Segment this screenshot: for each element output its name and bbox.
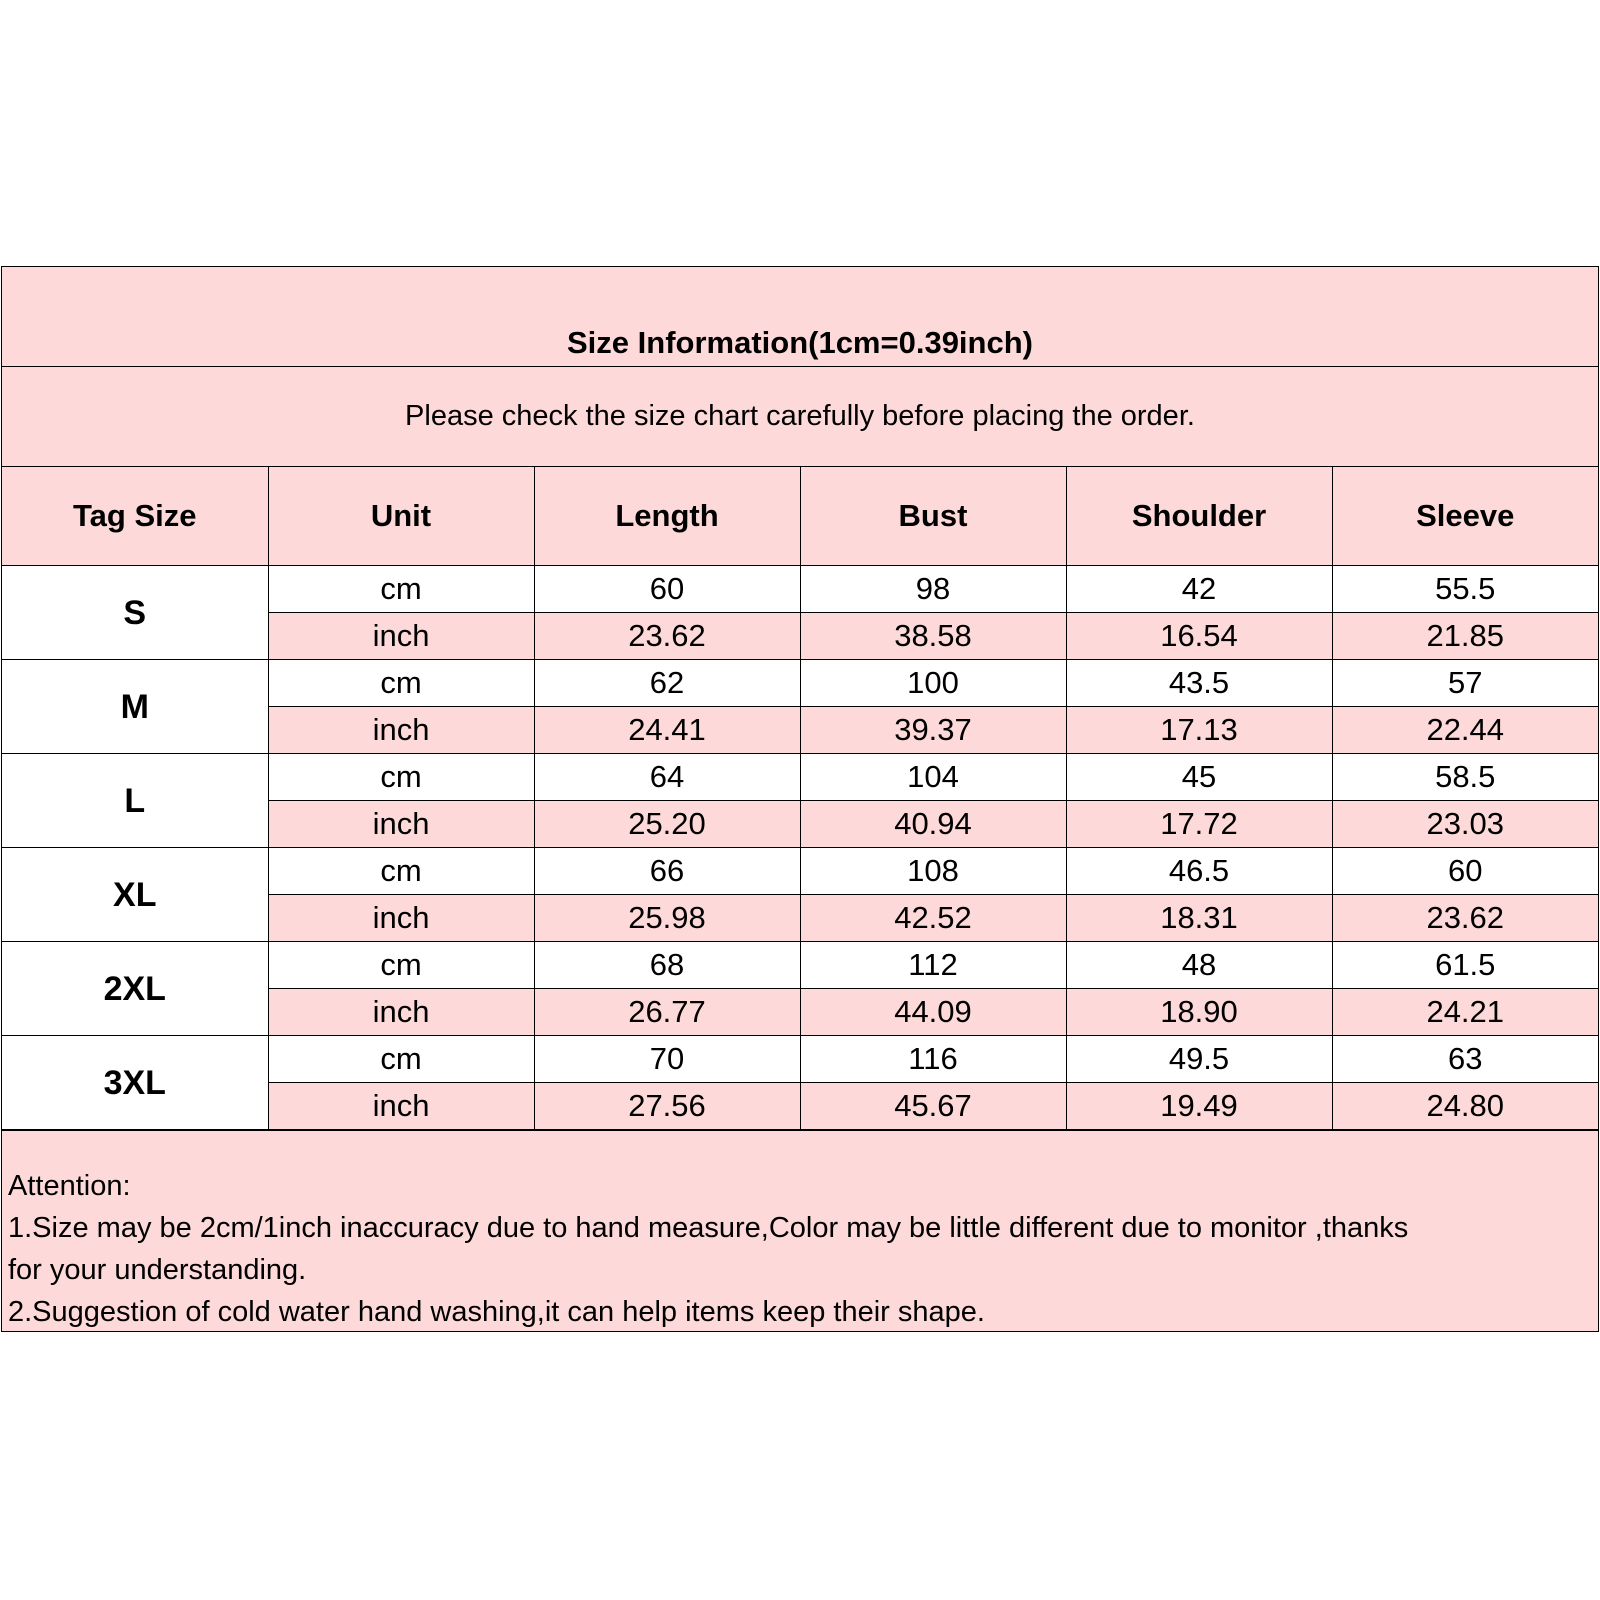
measurement-cell: 68 (534, 942, 800, 989)
unit-cell: inch (268, 1083, 534, 1130)
header-bust: Bust (800, 467, 1066, 566)
measurement-cell: 66 (534, 848, 800, 895)
size-table-body (2, 566, 1598, 1130)
attention-heading: Attention: (8, 1170, 131, 1202)
measurement-cell: 45 (1066, 754, 1332, 801)
tag-size-cell: XL (2, 848, 268, 942)
measurement-cell: 62 (534, 660, 800, 707)
chart-title: Size Information(1cm=0.39inch) (567, 325, 1033, 360)
measurement-cell: 19.49 (1066, 1083, 1332, 1130)
measurement-cell: 26.77 (534, 989, 800, 1036)
tag-size-cell: 2XL (2, 942, 268, 1036)
unit-cell: cm (268, 566, 534, 613)
note-line-1a: 1.Size may be 2cm/1inch inaccuracy due to hand measure,Color may be little different due to monitor ,thanks (8, 1212, 1409, 1244)
measurement-cell: 108 (800, 848, 1066, 895)
size-table (2, 467, 1598, 1130)
measurement-cell: 61.5 (1332, 942, 1598, 989)
tag-size-cell: M (2, 660, 268, 754)
tag-size-cell: 3XL (2, 1036, 268, 1130)
measurement-cell: 49.5 (1066, 1036, 1332, 1083)
header-unit: Unit (268, 467, 534, 566)
unit-cell: cm (268, 754, 534, 801)
measurement-cell: 42.52 (800, 895, 1066, 942)
measurement-cell: 25.98 (534, 895, 800, 942)
unit-cell: cm (268, 942, 534, 989)
measurement-cell: 104 (800, 754, 1066, 801)
measurement-cell: 112 (800, 942, 1066, 989)
measurement-cell: 18.31 (1066, 895, 1332, 942)
title-row (2, 267, 1598, 367)
measurement-cell: 24.80 (1332, 1083, 1598, 1130)
unit-cell: cm (268, 660, 534, 707)
measurement-cell: 64 (534, 754, 800, 801)
measurement-cell: 17.13 (1066, 707, 1332, 754)
header-tag-size: Tag Size (2, 467, 268, 566)
measurement-cell: 60 (1332, 848, 1598, 895)
measurement-cell: 44.09 (800, 989, 1066, 1036)
measurement-cell: 63 (1332, 1036, 1598, 1083)
size-chart (1, 266, 1599, 1332)
header-shoulder: Shoulder (1066, 467, 1332, 566)
measurement-cell: 23.03 (1332, 801, 1598, 848)
table-row (2, 942, 1598, 989)
measurement-cell: 116 (800, 1036, 1066, 1083)
measurement-cell: 40.94 (800, 801, 1066, 848)
measurement-cell: 24.21 (1332, 989, 1598, 1036)
header-sleeve: Sleeve (1332, 467, 1598, 566)
unit-cell: inch (268, 613, 534, 660)
unit-cell: inch (268, 707, 534, 754)
unit-cell: cm (268, 1036, 534, 1083)
measurement-cell: 57 (1332, 660, 1598, 707)
header-row (2, 467, 1598, 566)
measurement-cell: 60 (534, 566, 800, 613)
measurement-cell: 25.20 (534, 801, 800, 848)
unit-cell: cm (268, 848, 534, 895)
measurement-cell: 45.67 (800, 1083, 1066, 1130)
table-row (2, 566, 1598, 613)
tag-size-cell: S (2, 566, 268, 660)
measurement-cell: 46.5 (1066, 848, 1332, 895)
measurement-cell: 42 (1066, 566, 1332, 613)
unit-cell: inch (268, 989, 534, 1036)
notice-text: Please check the size chart carefully before placing the order. (405, 400, 1195, 432)
measurement-cell: 70 (534, 1036, 800, 1083)
tag-size-cell: L (2, 754, 268, 848)
measurement-cell: 23.62 (1332, 895, 1598, 942)
measurement-cell: 48 (1066, 942, 1332, 989)
measurement-cell: 43.5 (1066, 660, 1332, 707)
measurement-cell: 27.56 (534, 1083, 800, 1130)
note-line-1b: for your understanding. (8, 1254, 307, 1286)
table-row (2, 848, 1598, 895)
measurement-cell: 21.85 (1332, 613, 1598, 660)
table-row (2, 660, 1598, 707)
notice-row (2, 367, 1598, 467)
table-row (2, 1036, 1598, 1083)
measurement-cell: 39.37 (800, 707, 1066, 754)
measurement-cell: 58.5 (1332, 754, 1598, 801)
measurement-cell: 17.72 (1066, 801, 1332, 848)
unit-cell: inch (268, 801, 534, 848)
measurement-cell: 24.41 (534, 707, 800, 754)
table-row (2, 754, 1598, 801)
measurement-cell: 23.62 (534, 613, 800, 660)
header-length: Length (534, 467, 800, 566)
note-line-2: 2.Suggestion of cold water hand washing,it can help items keep their shape. (8, 1296, 985, 1328)
unit-cell: inch (268, 895, 534, 942)
measurement-cell: 38.58 (800, 613, 1066, 660)
measurement-cell: 55.5 (1332, 566, 1598, 613)
measurement-cell: 100 (800, 660, 1066, 707)
measurement-cell: 98 (800, 566, 1066, 613)
measurement-cell: 22.44 (1332, 707, 1598, 754)
measurement-cell: 18.90 (1066, 989, 1332, 1036)
attention-notes (2, 1130, 1598, 1331)
measurement-cell: 16.54 (1066, 613, 1332, 660)
